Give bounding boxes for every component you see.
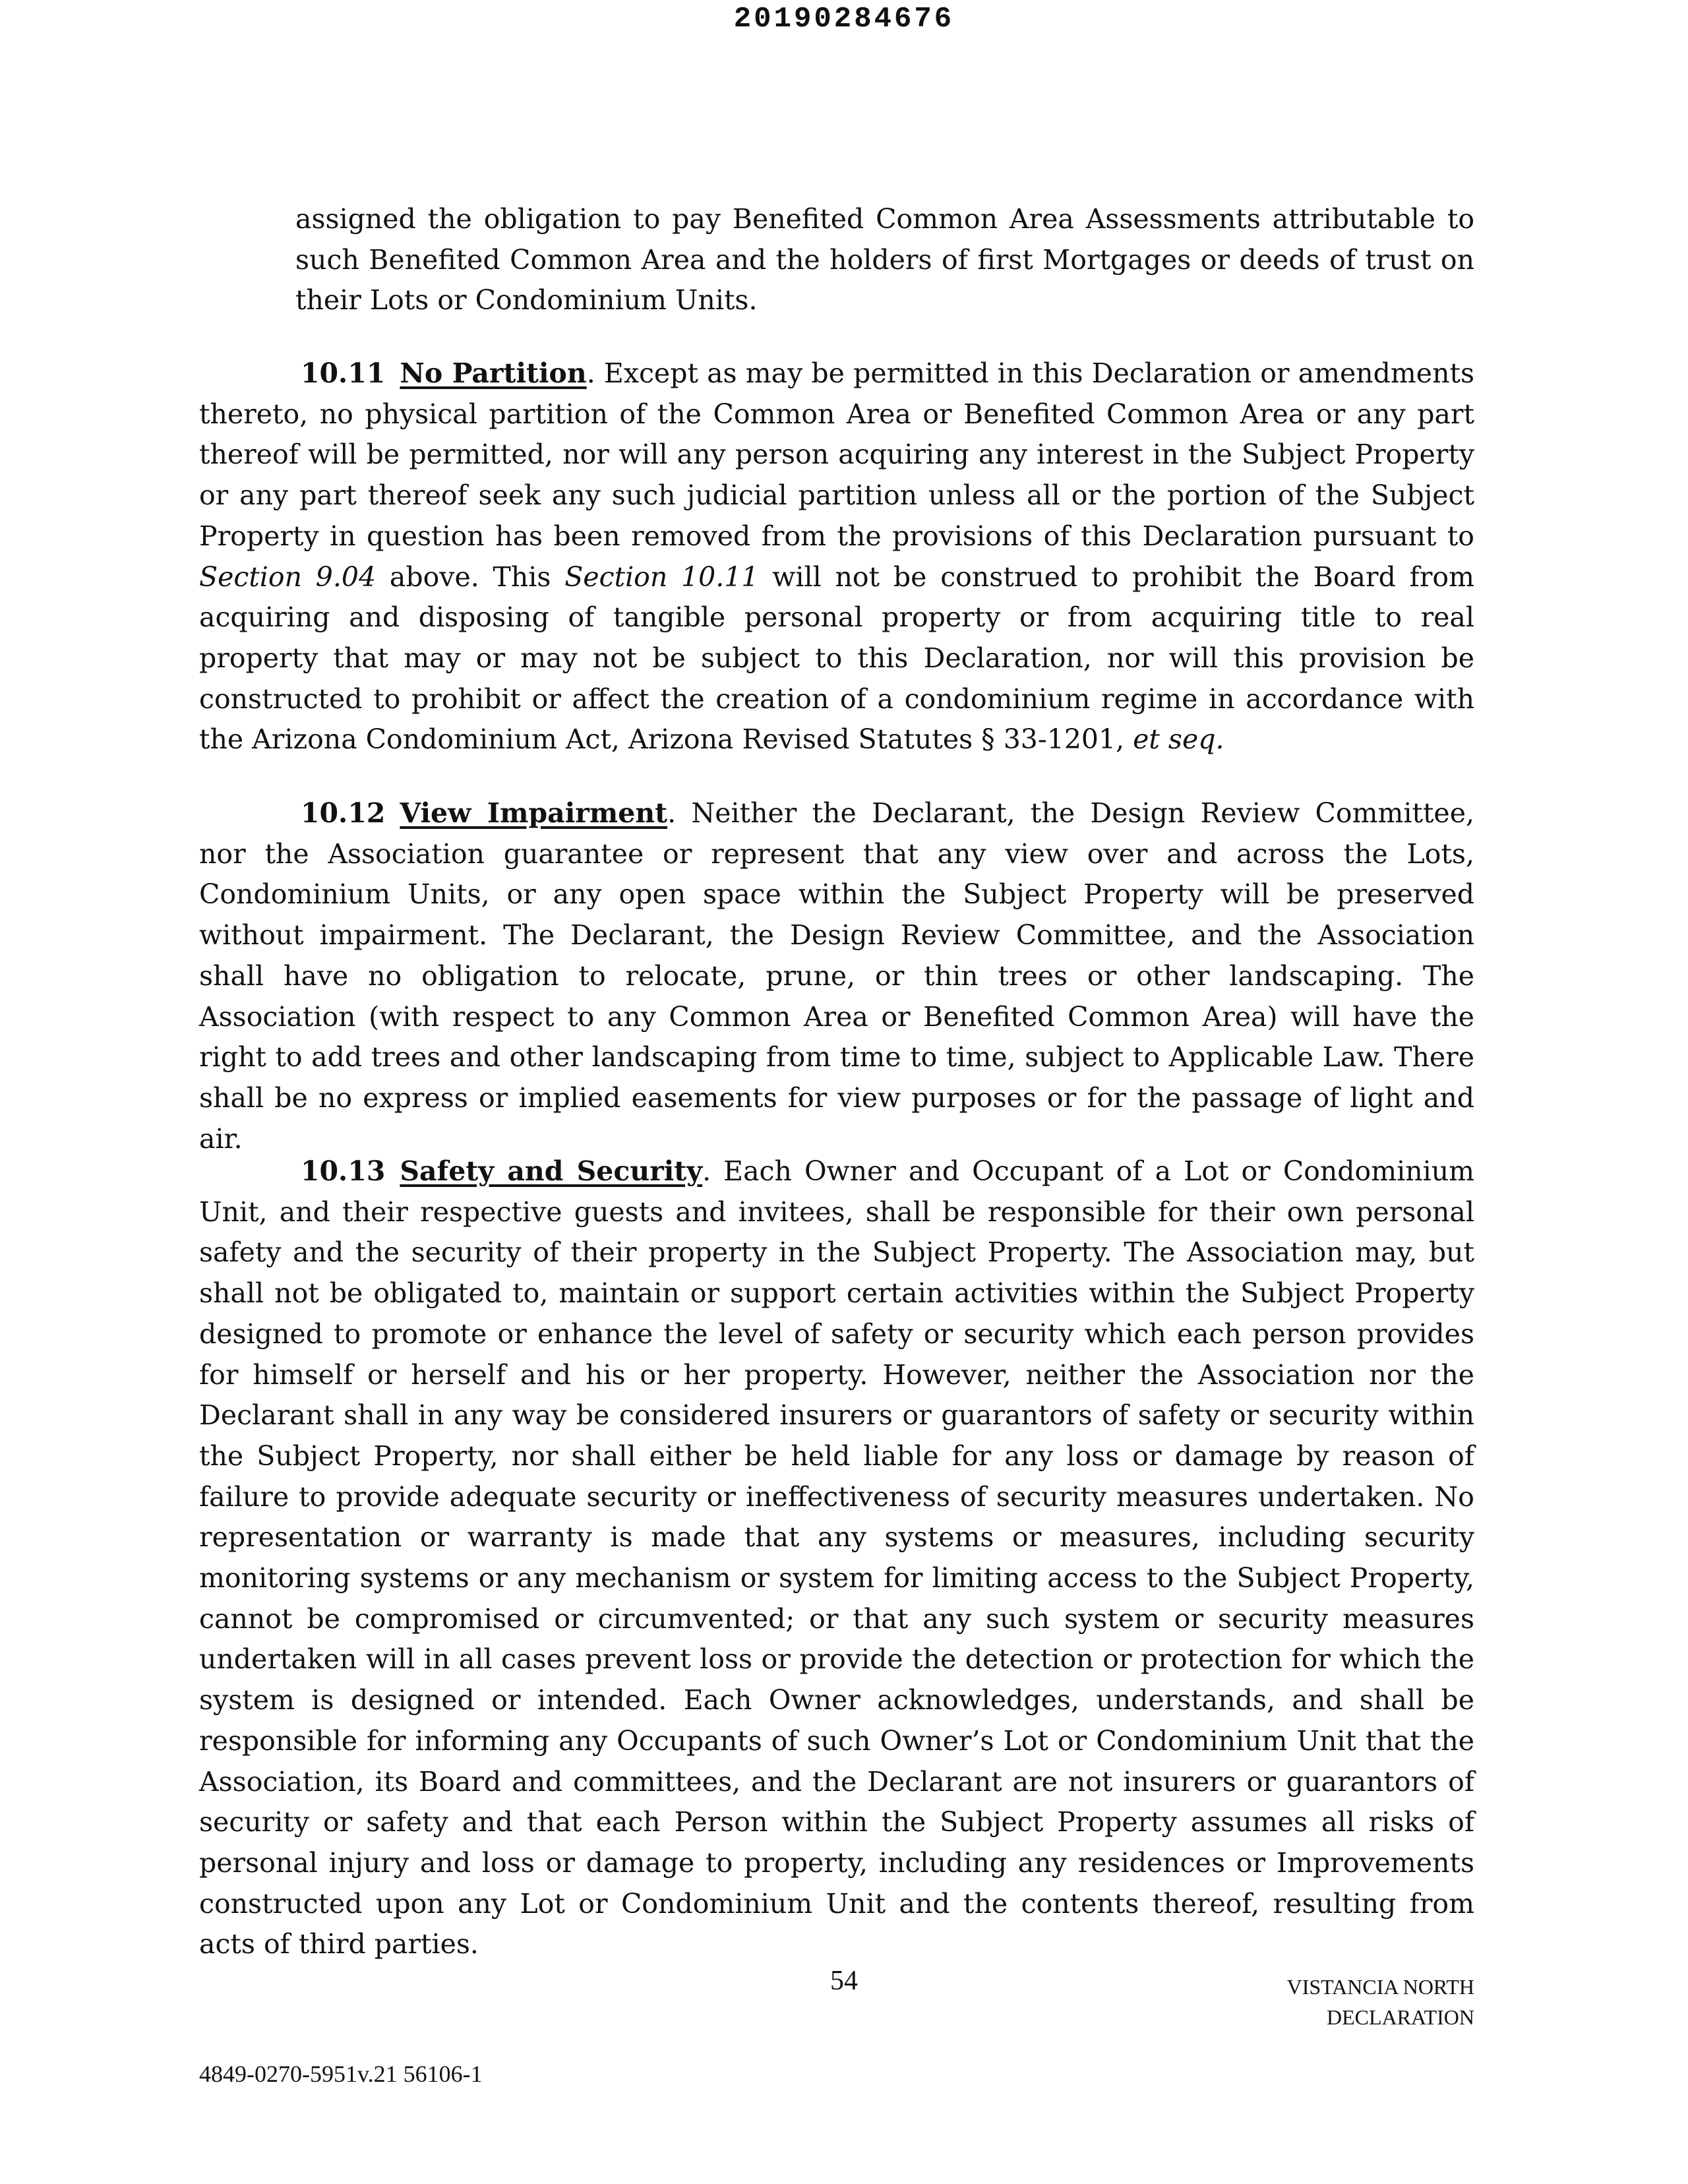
section-reference: Section 10.11 <box>564 561 759 593</box>
section-body: . Each Owner and Occupant of a Lot or Condominium Unit, and their respective guests and invitees, shall be responsible for their own personal safety and the security of their property in the Subject Property. The Association may, but shall not be obligated to, maintain or support certain activities within the Subject Property designed to promote or enhance the level of safety or security which each person provides for himself or herself and his or her property. However, neither the Association nor the Declarant shall in any way be considered insurers or guarantors of safety or security within the Subject Property, nor shall either be held liable for any loss or damage by reason of failure to provide adequate security or ineffectiveness of security measures undertaken. No representation or warranty is made that any systems or measures, including security monitoring systems or any mechanism or system for limiting access to the Subject Property, cannot be compromised or circumvented; or that any such system or security measures undertaken will in all cases prevent loss or provide the detection or protection for which the system is designed or intended. Each Owner acknowledges, understands, and shall be responsible for informing any Occupants of such Owner’s Lot or Condominium Unit that the Association, its Board and committees, and the Declarant are not insurers or guarantors of security or safety and that each Person within the Subject Property assumes all risks of personal injury and loss or damage to property, including any residences or Improvements constructed upon any Lot or Condominium Unit and the contents thereof, resulting from acts of third parties. <box>199 1155 1475 1960</box>
footer-document-id: 4849-0270-5951v.21 56106-1 <box>199 2061 483 2087</box>
section-reference: et seq. <box>1133 723 1224 756</box>
section-body: above. This <box>376 561 565 593</box>
recording-number: 20190284676 <box>733 3 955 36</box>
section-title: Safety and Security <box>400 1155 703 1187</box>
continuation-paragraph: assigned the obligation to pay Benefited Common Area Assessments attributable to such Benefited Common Area and the holders of first Mortgages or deeds of trust on their Lots or Condominium Units. <box>295 203 1474 317</box>
section-10-11-paragraph <box>199 353 1474 760</box>
section-reference: Section 9.04 <box>199 561 377 593</box>
page-number: 54 <box>830 1966 858 1996</box>
section-10-13-paragraph <box>199 1151 1474 1965</box>
section-number: 10.13 <box>301 1155 386 1187</box>
footer-label-line: VISTANCIA NORTH <box>1286 1975 1474 1999</box>
section-body: will not be construed to prohibit the Board from acquiring and disposing of tangible personal property or from acquiring title to real property that may or may not be subject to this Declaration, nor will this provision be constructed to prohibit or affect the creation of a condominium regime in accordance with the Arizona Condominium Act, Arizona Revised Statutes § 33-1201, <box>199 561 1474 756</box>
section-number: 10.12 <box>301 797 386 829</box>
section-body: . Except as may be permitted in this Declaration or amendments thereto, no physical partition of the Common Area or Benefited Common Area or any part thereof will be permitted, nor will any person acquiring any interest in the Subject Property or any part thereof seek any such judicial partition unless all or the portion of the Subject Property in question has been removed from the provisions of this Declaration pursuant to <box>199 357 1474 552</box>
footer-document-label <box>1079 1972 1474 2032</box>
section-title: View Impairment <box>400 797 668 829</box>
section-10-12-paragraph <box>199 793 1474 1159</box>
section-number: 10.11 <box>301 357 386 389</box>
section-body: . Neither the Declarant, the Design Review Committee, nor the Association guarantee or represent that any view over and across the Lots, Condominium Units, or any open space within the Subject Property will be preserved without impairment. The Declarant, the Design Review Committee, and the Association shall have no obligation to relocate, prune, or thin trees or other landscaping. The Association (with respect to any Common Area or Benefited Common Area) will have the right to add trees and other landscaping from time to time, subject to Applicable Law. There shall be no express or implied easements for view purposes or for the passage of light and air. <box>199 797 1474 1155</box>
footer-label-line: DECLARATION <box>1327 2005 1474 2029</box>
section-title: No Partition <box>400 357 587 389</box>
